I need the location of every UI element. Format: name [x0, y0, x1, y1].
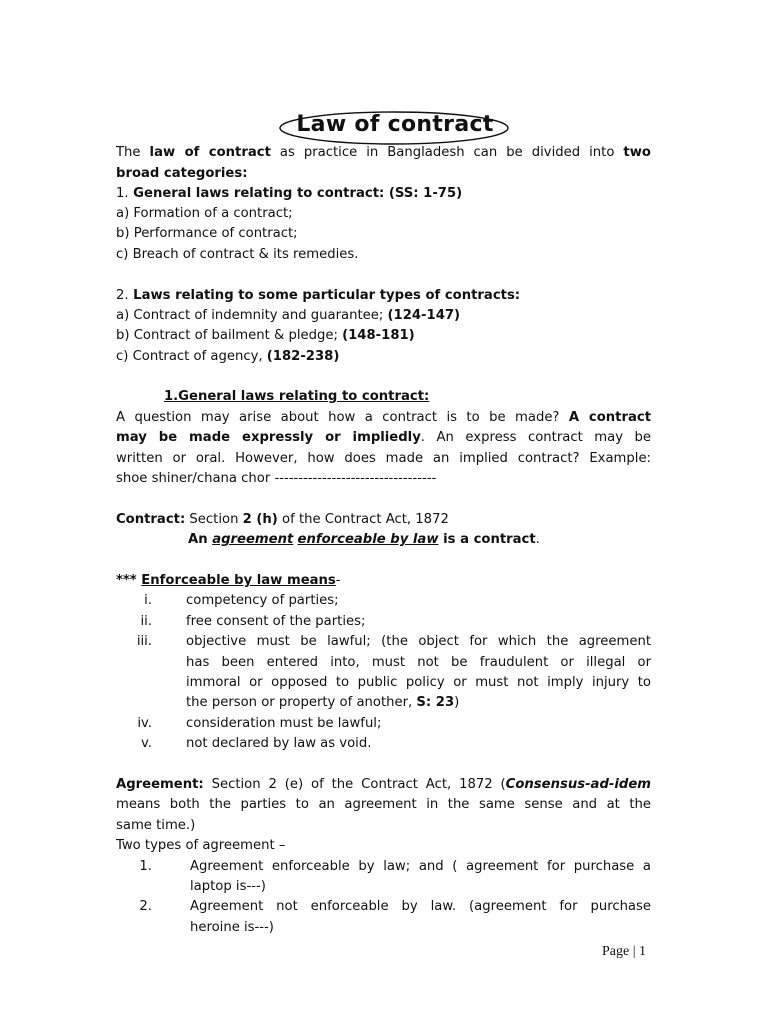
enforceable-item-ii: ii. free consent of the parties;	[140, 614, 366, 629]
enforceable-item-iv: iv. consideration must be lawful;	[137, 716, 382, 731]
agreement-type-1: 1. Agreement enforceable by law; and ( agreement for purchase a	[139, 859, 651, 874]
page-title: Law of contract	[296, 112, 494, 137]
enforceable-heading: *** Enforceable by law means-	[116, 573, 341, 588]
section2-heading: 2. Laws relating to some particular types of contracts:	[116, 288, 521, 303]
section1-item-c: c) Breach of contract & its remedies.	[116, 247, 359, 262]
enforceable-item-iii-cont-2: immoral or opposed to public policy or must not imply injury to	[186, 675, 651, 690]
contract-definition: An agreement enforceable by law is a contract.	[188, 532, 540, 547]
section2-item-b: b) Contract of bailment & pledge; (148-181)	[116, 328, 415, 343]
agreement-line-2: means both the parties to an agreement in the same sense and at the	[116, 797, 651, 812]
intro-line-2: broad categories:	[116, 166, 248, 181]
enforceable-item-iii-cont-1: has been entered into, must not be fraudulent or illegal or	[186, 655, 651, 670]
section1-item-a: a) Formation of a contract;	[116, 206, 293, 221]
general-line-4: shoe shiner/chana chor ----------------------------------	[116, 471, 437, 486]
section2-item-a: a) Contract of indemnity and guarantee; (124-147)	[116, 308, 461, 323]
agreement-type-2-cont: heroine is---)	[190, 920, 274, 935]
section1-item-b: b) Performance of contract;	[116, 226, 298, 241]
agreement-type-2: 2. Agreement not enforceable by law. (agreement for purchase	[139, 899, 651, 914]
enforceable-item-iii: iii. objective must be lawful; (the object for which the agreement	[136, 634, 651, 649]
general-heading: 1.General laws relating to contract:	[164, 389, 430, 404]
general-line-1: A question may arise about how a contract is to be made? A contract	[116, 410, 652, 425]
contract-definition-source: Contract: Section 2 (h) of the Contract Act, 1872	[116, 512, 449, 527]
enforceable-item-iii-cont-3: the person or property of another, S: 23)	[186, 695, 460, 710]
title-block	[276, 108, 514, 148]
section1-heading: 1. General laws relating to contract: (SS: 1-75)	[116, 186, 463, 201]
enforceable-item-i: i. competency of parties;	[144, 593, 339, 608]
agreement-type-1-cont: laptop is---)	[190, 879, 266, 894]
agreement-types-heading: Two types of agreement –	[116, 838, 286, 853]
general-line-3: written or oral. However, how does made an implied contract? Example:	[116, 451, 651, 466]
page-number: Page | 1	[602, 944, 647, 959]
general-line-2: may be made expressly or impliedly. An express contract may be	[116, 430, 651, 445]
section2-item-c: c) Contract of agency, (182-238)	[116, 349, 340, 364]
agreement-line-1: Agreement: Section 2 (e) of the Contract Act, 1872 (Consensus-ad-idem	[116, 777, 651, 792]
intro-line-1: The law of contract as practice in Bangladesh can be divided into two	[116, 145, 651, 160]
agreement-line-3: same time.)	[116, 818, 196, 833]
enforceable-item-v: v. not declared by law as void.	[141, 736, 372, 751]
